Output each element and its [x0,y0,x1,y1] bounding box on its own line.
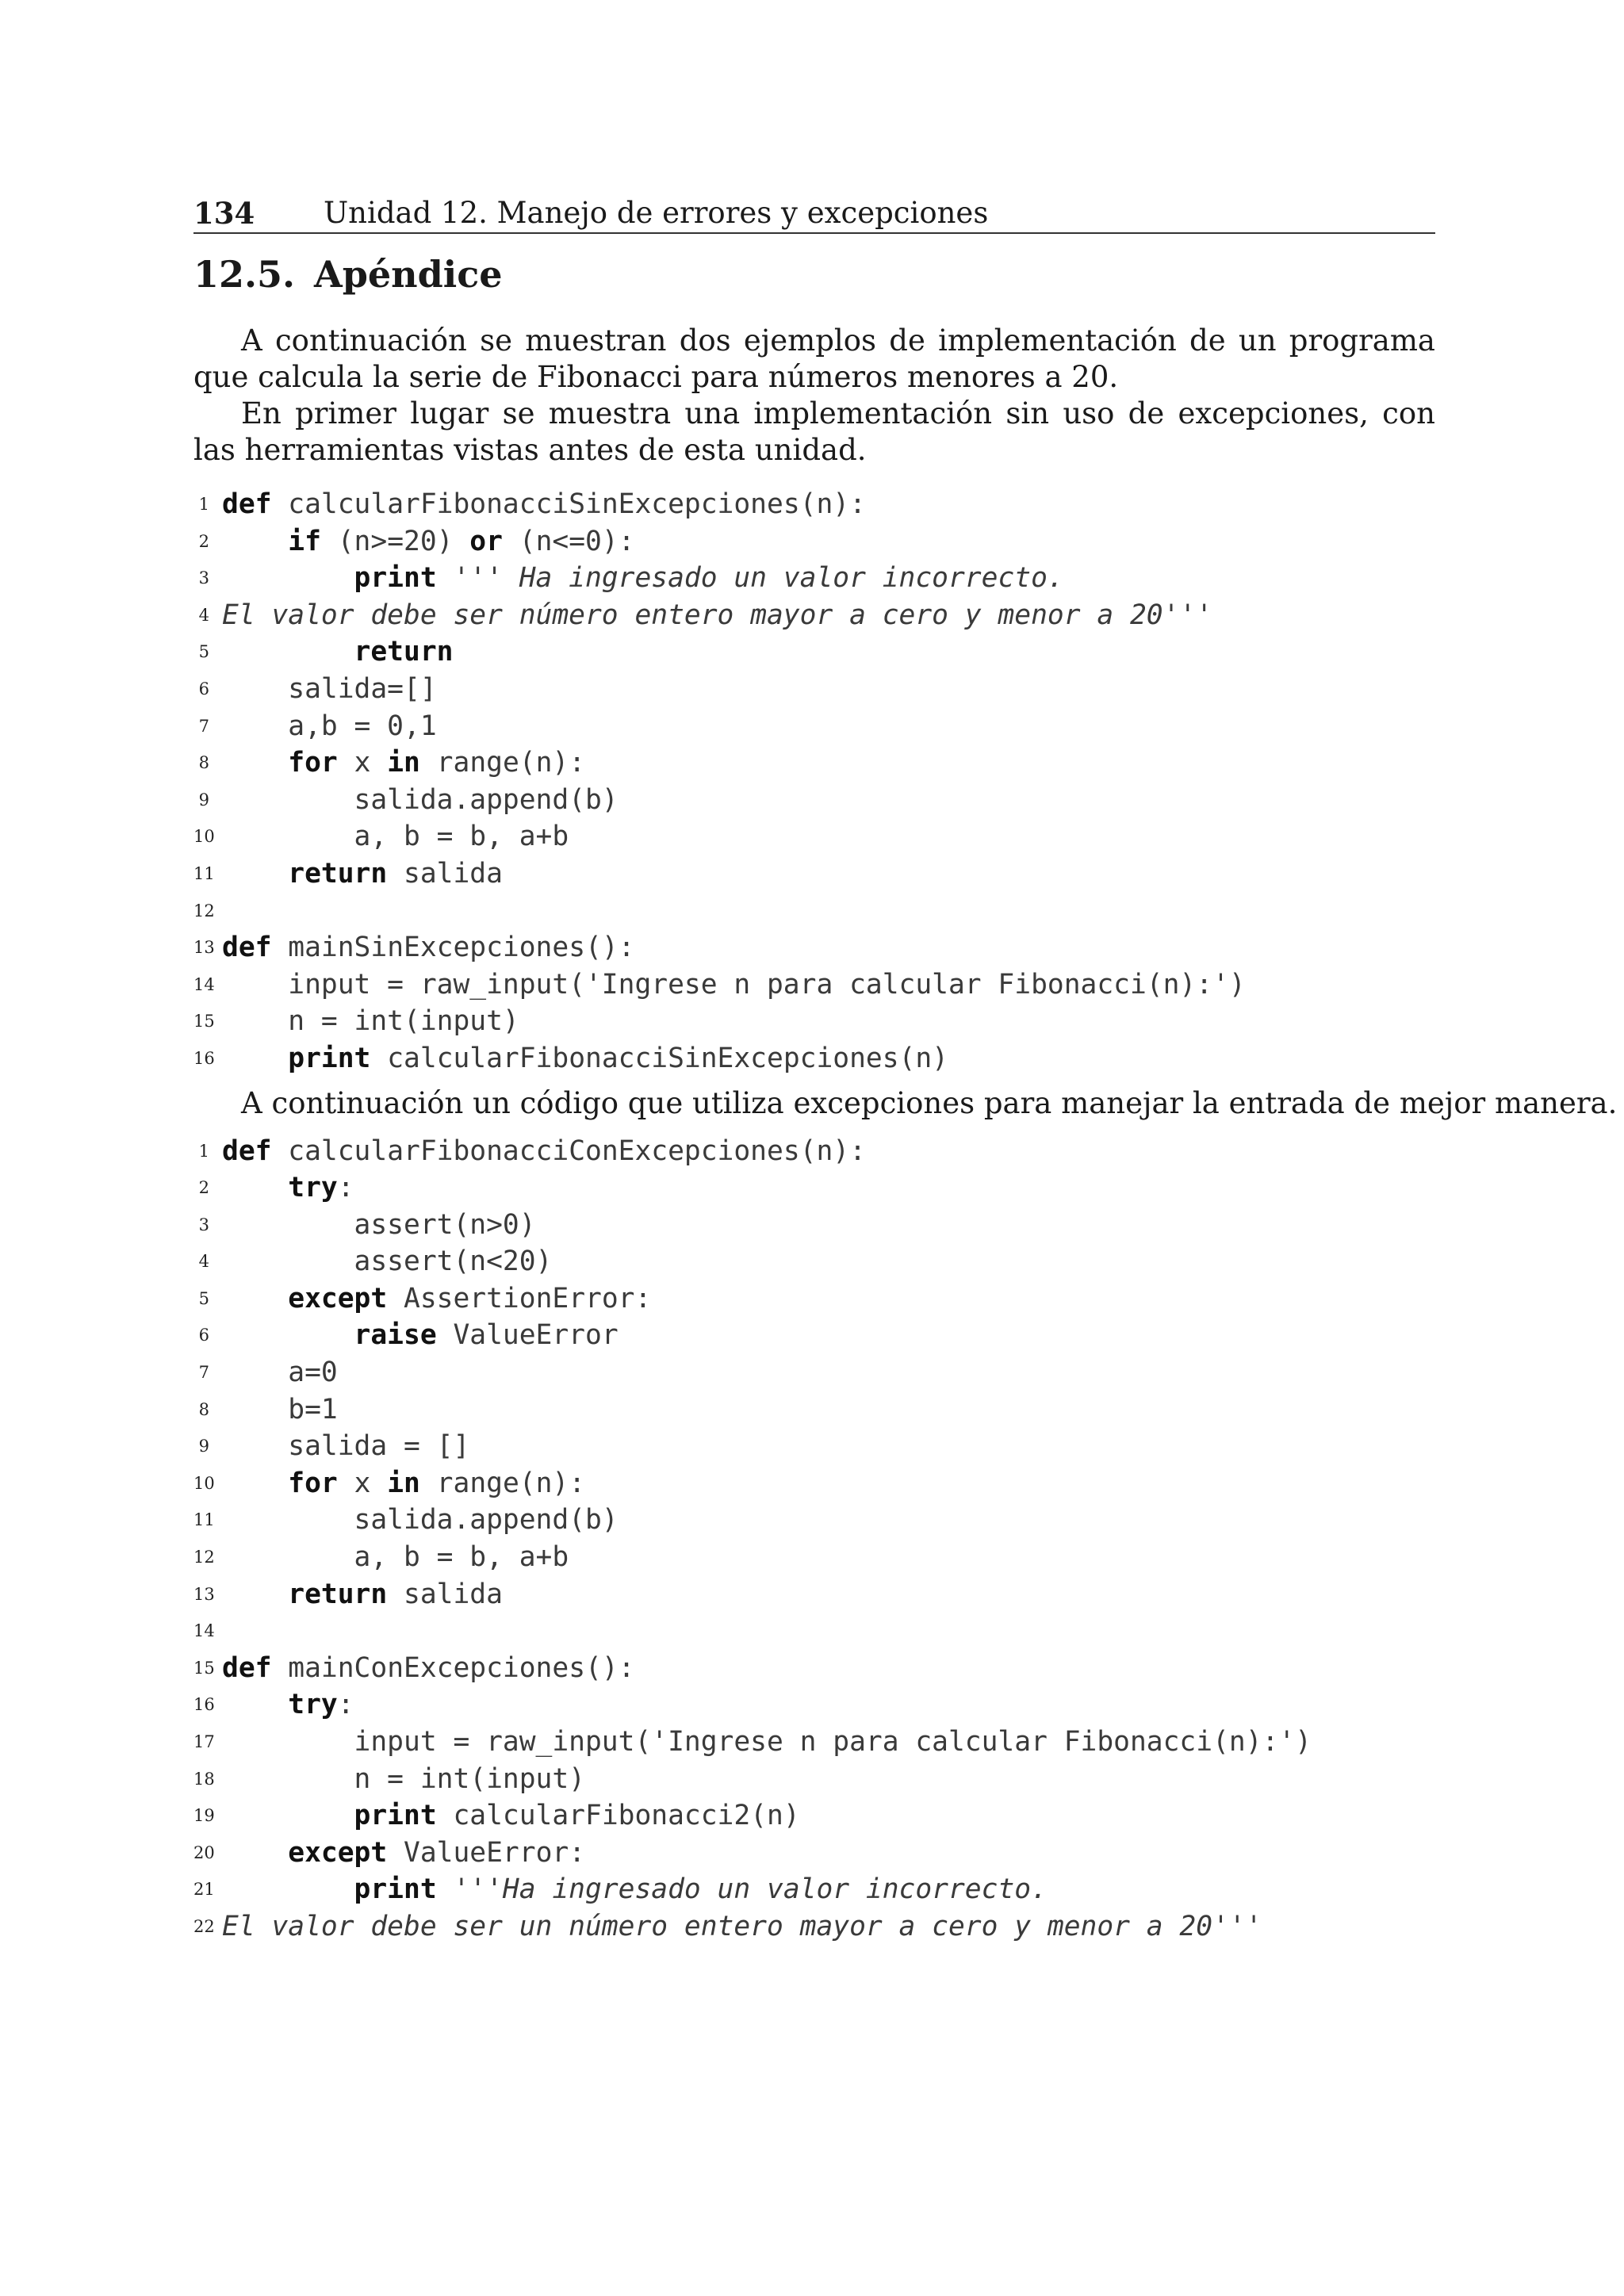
code-line [193,782,1435,819]
code-text [222,708,437,745]
code-token: mainConExcepciones(): [271,1651,635,1684]
code-line [193,1040,1435,1077]
code-text [222,744,585,782]
code-text [222,1908,1262,1946]
code-keyword: in [387,747,420,779]
code-line [193,1613,1435,1650]
line-number: 5 [198,642,209,662]
code-token [222,562,354,594]
code-keyword: print [354,1873,437,1906]
code-line [193,1169,1435,1207]
line-number: 16 [193,1695,215,1715]
code-text [222,1835,585,1872]
code-text [222,1040,948,1077]
code-line [193,1761,1435,1798]
code-token [222,1283,288,1314]
line-number: 8 [198,1399,209,1419]
code-token: input = raw_input('Ingrese n para calcular Fibonacci(n):') [222,1726,1312,1758]
code-line [193,1724,1435,1761]
code-token: b=1 [222,1393,338,1425]
code-text [222,1650,634,1687]
code-text [222,1003,519,1040]
code-text [222,671,437,708]
code-text [222,1576,503,1613]
code-token: salida.append(b) [222,783,619,816]
code-line [193,486,1435,523]
code-text [222,1133,866,1170]
code-token: salida = [] [222,1430,470,1463]
code-keyword: raise [354,1319,437,1352]
line-number: 7 [198,716,209,736]
code-line [193,1317,1435,1354]
code-text [222,597,1212,634]
code-line [193,1576,1435,1613]
code-line [193,1243,1435,1280]
code-line [193,818,1435,855]
code-keyword: if [288,525,321,557]
code-text [222,1243,552,1280]
code-keyword: print [354,1800,437,1832]
code-token: a,b = 0,1 [222,710,437,742]
running-header [193,194,1435,234]
line-number: 1 [198,495,209,514]
code-line [193,1539,1435,1576]
line-number: 17 [193,1732,215,1751]
code-text [222,560,1064,597]
section-number: 12.5. [193,253,296,296]
code-text [222,1686,354,1724]
line-number: 3 [198,1215,209,1234]
code-text [222,1871,1048,1908]
code-token [222,1319,354,1351]
code-line [193,1133,1435,1170]
code-text [222,966,1246,1004]
code-token: calcularFibonacciSinExcepciones(n): [271,488,866,520]
code-token: x [337,1467,388,1499]
code-token: mainSinExcepciones(): [271,932,635,964]
code-token [222,1837,288,1869]
code-token: salida [387,1578,503,1610]
line-number: 1 [198,1141,209,1161]
code-keyword: def [222,932,272,964]
code-keyword: except [288,1836,388,1869]
code-string: '''Ha ingresado un valor incorrecto. [436,1873,1048,1906]
code-text [222,1169,354,1207]
line-number: 21 [193,1880,215,1900]
line-number: 7 [198,1363,209,1383]
code-token: salida.append(b) [222,1504,619,1536]
code-string: El valor debe ser número entero mayor a cero y menor a 20''' [222,599,1213,631]
code-line [193,1650,1435,1687]
code-text [222,486,866,523]
code-token: (n<=0): [502,525,635,557]
code-line [193,929,1435,966]
code-text [222,1207,536,1244]
code-line [193,1207,1435,1244]
line-number: 10 [193,1473,215,1493]
code-token: range(n): [419,1467,586,1499]
code-line [193,1354,1435,1391]
code-token: (n>=20) [320,525,470,557]
code-text [222,1317,619,1354]
code-token: range(n): [419,747,586,779]
code-text [222,1354,338,1391]
chapter-title: Unidad 12. Manejo de errores y excepciones [324,196,989,230]
code-keyword: for [288,747,338,779]
second-paragraph: En primer lugar se muestra una implementación sin uso de excepciones, con las herramientas vistas antes de esta unidad. [193,396,1435,467]
line-number: 6 [198,679,209,698]
code-listing-sin-excepciones [193,486,1435,1077]
line-number: 16 [193,1048,215,1068]
code-token [222,747,288,779]
code-keyword: return [288,1578,388,1610]
code-text [222,855,503,893]
line-number: 14 [193,1621,215,1641]
line-number: 2 [198,531,209,551]
code-line [193,633,1435,671]
code-line [193,1835,1435,1872]
line-number: 15 [193,1658,215,1678]
code-keyword: def [222,1651,272,1684]
code-token: assert(n<20) [222,1246,553,1278]
code-token [222,1468,288,1499]
code-keyword: except [288,1282,388,1314]
code-keyword: return [288,857,388,890]
code-token: n = int(input) [222,1762,585,1795]
code-line [193,1502,1435,1539]
code-token: input = raw_input('Ingrese n para calcular Fibonacci(n):') [222,968,1246,1001]
code-text [222,523,634,561]
code-text [222,782,619,819]
code-token: salida=[] [222,672,437,705]
code-token: salida [387,857,503,890]
code-text [222,818,569,855]
code-string: ''' Ha ingresado un valor incorrecto. [436,562,1064,595]
code-token: ValueError [436,1319,619,1352]
code-line [193,966,1435,1004]
line-number: 11 [193,1510,215,1530]
code-token [222,1172,288,1203]
code-token [222,526,288,557]
code-token: AssertionError: [387,1282,652,1314]
line-number: 13 [193,938,215,958]
code-text [222,1465,585,1502]
line-number: 9 [198,790,209,809]
code-line [193,893,1435,930]
code-line [193,597,1435,634]
code-line [193,744,1435,782]
line-number: 6 [198,1326,209,1345]
code-line [193,1797,1435,1835]
code-line [193,1465,1435,1502]
code-keyword: return [354,636,454,668]
line-number: 9 [198,1437,209,1456]
code-token: a=0 [222,1357,338,1389]
line-number: 19 [193,1806,215,1826]
code-text [222,1428,469,1465]
code-token [222,1689,288,1720]
line-number: 2 [198,1178,209,1198]
code-keyword: for [288,1467,338,1499]
code-text [222,1724,1312,1761]
code-text [222,1280,651,1318]
line-number: 5 [198,1288,209,1308]
code-token: a, b = b, a+b [222,1541,569,1574]
code-token: calcularFibonacciSinExcepciones(n) [370,1042,948,1074]
line-number: 20 [193,1843,215,1862]
code-listing-con-excepciones [193,1133,1435,1946]
code-line [193,1391,1435,1429]
code-token: calcularFibonacci2(n) [436,1800,800,1832]
code-token: n = int(input) [222,1005,519,1038]
code-token [222,858,288,890]
section-heading [193,250,1435,299]
code-keyword: print [288,1042,371,1074]
code-line [193,1280,1435,1318]
line-number: 18 [193,1769,215,1789]
page-number: 134 [193,196,255,231]
code-line [193,855,1435,893]
code-line [193,1908,1435,1946]
line-number: 15 [193,1012,215,1031]
code-token: x [337,747,388,779]
line-number: 22 [193,1916,215,1936]
line-number: 14 [193,974,215,994]
code-line [193,708,1435,745]
line-number: 10 [193,827,215,847]
code-token [222,1800,354,1831]
code-token: a, b = b, a+b [222,821,569,853]
code-keyword: print [354,562,437,595]
code-text [222,1797,800,1835]
page [193,194,1618,1946]
code-string: El valor debe ser un número entero mayor a cero y menor a 20''' [222,1910,1262,1942]
code-line [193,1871,1435,1908]
code-token: assert(n>0) [222,1208,536,1241]
section-title: Apéndice [314,253,503,296]
code-token: calcularFibonacciConExcepciones(n): [271,1135,866,1167]
intro-paragraph: A continuación se muestran dos ejemplos de implementación de un programa que calcula la serie de Fibonacci para números menores a 20. [193,323,1435,394]
code-token: : [337,1689,354,1721]
line-number: 12 [193,901,215,920]
code-line [193,1428,1435,1465]
code-text [222,1502,619,1539]
third-paragraph: A continuación un código que utiliza excepciones para manejar la entrada de mejor manera. [241,1085,1618,1120]
code-text [222,1391,338,1429]
code-line [193,1003,1435,1040]
code-keyword: def [222,488,272,520]
line-number: 13 [193,1584,215,1604]
line-number: 11 [193,863,215,883]
line-number: 4 [198,1252,209,1272]
code-text [222,929,634,966]
code-keyword: or [469,525,503,557]
code-line [193,560,1435,597]
code-token: : [337,1172,354,1204]
line-number: 8 [198,753,209,773]
code-keyword: def [222,1135,272,1167]
code-keyword: in [387,1467,420,1499]
code-token: ValueError: [387,1836,586,1869]
code-line [193,523,1435,561]
code-token [222,1043,288,1074]
code-line [193,1686,1435,1724]
line-number: 3 [198,568,209,588]
code-keyword: try [288,1689,338,1721]
code-keyword: try [288,1172,338,1204]
line-number: 4 [198,605,209,625]
code-text [222,633,453,671]
code-text [222,1761,585,1798]
code-token [222,1578,288,1610]
code-line [193,671,1435,708]
line-number: 12 [193,1548,215,1567]
code-text [222,1539,569,1576]
code-token [222,636,354,668]
code-token [222,1873,354,1905]
